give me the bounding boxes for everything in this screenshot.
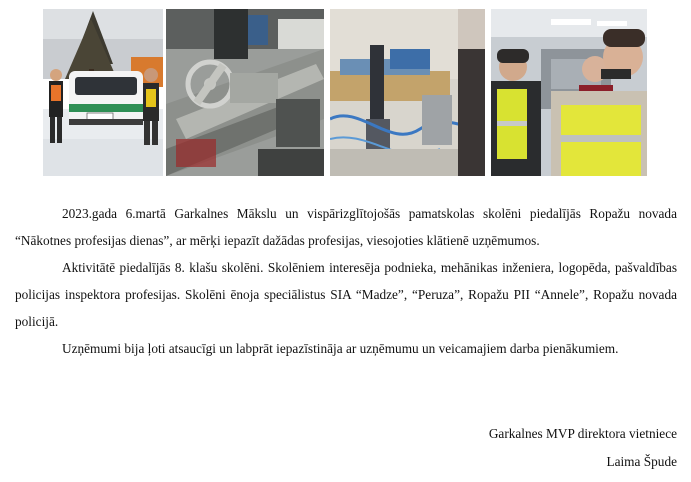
- paragraph-intro: 2023.gada 6.martā Garkalnes Mākslu un vispārizglītojošās pamatskolas skolēni piedalījās Ropažu novada “Nākotnes profesijas dienas”, ar mērķi iepazīt dažādas profesijas, viesojoties klātienē uzņēmumos.: [15, 206, 677, 248]
- students-vests-photo: [491, 9, 647, 176]
- photo-strip: [43, 9, 647, 176]
- paragraph-companies: Uzņēmumi bija ļoti atsaucīgi un labprāt iepazīstināja ar uzņēmumu un veicamajiem darba pienākumiem.: [62, 341, 619, 356]
- lathe-machine-photo: [166, 9, 324, 176]
- paragraph-activity: Aktivitātē piedalījās 8. klašu skolēni. Skolēniem interesēja podnieka, mehānikas inženiera, logopēda, pašvaldības policijas inspektora profesijas. Skolēni ēnoja speciālistus SIA “Madze”, “Peruza”, Ropažu PII “Annele”, Ropažu novada policijā.: [15, 260, 677, 329]
- article-body: [15, 200, 677, 362]
- signature-role: Garkalnes MVP direktora vietniece: [488, 426, 677, 441]
- signature-name: Laima Špude: [606, 454, 677, 469]
- workshop-equipment-photo: [330, 9, 485, 176]
- van-students-photo: [43, 9, 163, 176]
